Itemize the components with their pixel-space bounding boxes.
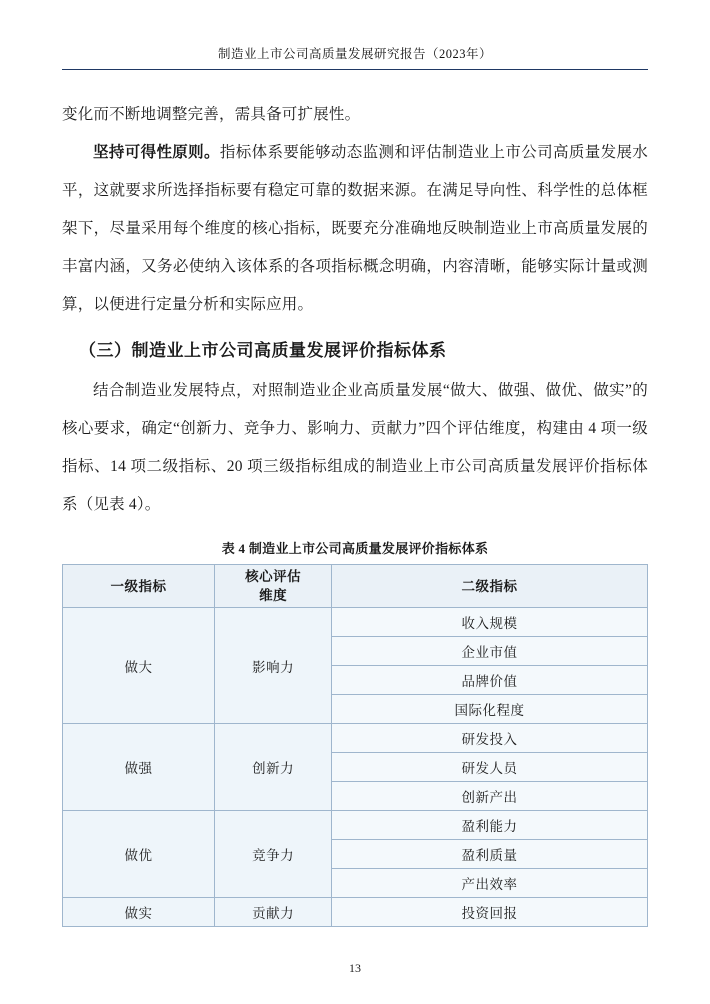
header-divider xyxy=(62,69,648,70)
header-level2: 二级指标 xyxy=(332,565,648,608)
section-heading: （三）制造业上市公司高质量发展评价指标体系 xyxy=(79,341,447,360)
cell-dimension: 创新力 xyxy=(215,724,332,811)
table-caption: 表 4 制造业上市公司高质量发展评价指标体系 xyxy=(221,541,489,556)
table-row xyxy=(63,898,648,927)
cell-level2: 创新产出 xyxy=(332,782,648,811)
header-level1: 一级指标 xyxy=(63,565,215,608)
cell-dimension: 竞争力 xyxy=(215,811,332,898)
table-row xyxy=(63,811,648,840)
cell-level2: 盈利质量 xyxy=(332,840,648,869)
cell-dimension: 贡献力 xyxy=(215,898,332,927)
paragraph-continuation: 变化而不断地调整完善，需具备可扩展性。 xyxy=(62,106,361,123)
cell-level2: 国际化程度 xyxy=(332,695,648,724)
principle-text: 指标体系要能够动态监测和评估制造业上市公司高质量发展水平，这就要求所选择指标要有稳定可靠的数据来源。在满足导向性、科学性的总体框架下，尽量采用每个维度的核心指标，既要充分准确地反映制造业上市高质量发展的丰富内涵，又务必使纳入该体系的各项指标概念明确，内容清晰，能够实际计量或测算，以便进行定量分析和实际应用。 xyxy=(62,144,649,313)
cell-level1: 做大 xyxy=(63,608,215,724)
cell-level2: 投资回报 xyxy=(332,898,648,927)
principle-label: 坚持可得性原则。 xyxy=(93,144,220,161)
paragraph-index-system: 结合制造业发展特点，对照制造业企业高质量发展“做大、做强、做优、做实”的核心要求，确定“创新力、竞争力、影响力、贡献力”四个评估维度，构建由 4 项一级指标、14 项二级指标、20 项三级指标组成的制造业上市公司高质量发展评价指标体系（见表 4）。 xyxy=(62,382,648,513)
cell-level1: 做强 xyxy=(63,724,215,811)
header-dimension-line1: 核心评估 xyxy=(245,569,302,584)
cell-level2: 盈利能力 xyxy=(332,811,648,840)
cell-level1: 做优 xyxy=(63,811,215,898)
running-header: 制造业上市公司高质量发展研究报告（2023年） xyxy=(217,47,492,61)
cell-level2: 企业市值 xyxy=(332,637,648,666)
cell-level2: 品牌价值 xyxy=(332,666,648,695)
paragraph-availability-principle xyxy=(62,134,648,324)
cell-level1: 做实 xyxy=(63,898,215,927)
table-row xyxy=(63,608,648,637)
table-row xyxy=(63,724,648,753)
index-system-table xyxy=(62,564,648,927)
cell-dimension: 影响力 xyxy=(215,608,332,724)
page-number: 13 xyxy=(349,961,361,975)
header-dimension-line2: 维度 xyxy=(259,588,288,603)
cell-level2: 产出效率 xyxy=(332,869,648,898)
cell-level2: 收入规模 xyxy=(332,608,648,637)
table-header-row xyxy=(63,565,648,608)
header-dimension xyxy=(215,565,332,608)
cell-level2: 研发人员 xyxy=(332,753,648,782)
cell-level2: 研发投入 xyxy=(332,724,648,753)
